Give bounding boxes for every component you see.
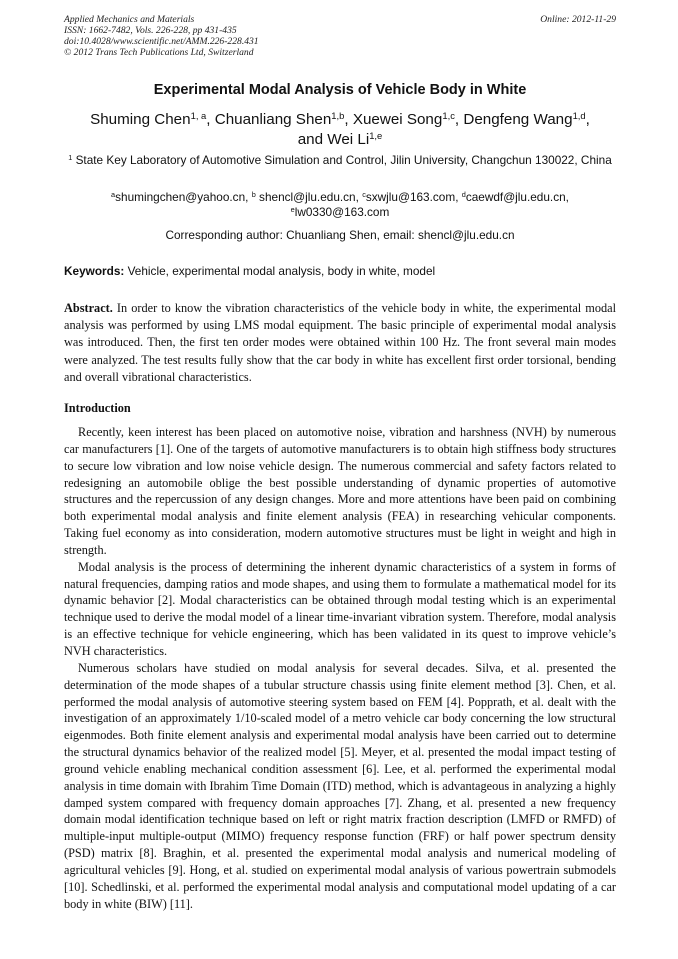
author-separator: ,: [454, 111, 464, 128]
email-superscript: d: [461, 189, 466, 199]
introduction-body: [64, 424, 616, 912]
author-superscript: 1,c: [442, 109, 455, 121]
author-name: Xuewei Song: [352, 111, 443, 128]
online-date: Online: 2012-11-29: [540, 14, 616, 25]
author-superscript: 1,d: [572, 109, 586, 121]
keywords-label: Keywords:: [64, 264, 125, 278]
body-paragraph: Numerous scholars have studied on modal analysis for several decades. Silva, et al. presented the determination of the mode shapes of a tubular structure chassis using finite element method [3]. Chen, et al. performed the modal analysis of automotive steering system based on FEM [4]. Popprath, et al. dealt with the investigation of an approximately 1/10-scaled model of a metro vehicle car body concerning the low structural eigenmodes. Both finite element analysis and experimental modal analysis have been carried out to determine the structural dynamics behavior of the realized model [5]. Meyer, et al. presented the modal impact testing of ground vehicle enabling mechanical condition assessment [6]. Lee, et al. performed the experimental modal analysis in time domain with Ibrahim Time Domain (ITD) method, which is advantageous in analyzing a highly damped system compared with frequency domain approaches [7]. Zhang, et al. presented a new frequency domain modal identification technique based on left or right matrix fraction description (LMFD or RMFD) of multiple-input multiple-output (MIMO) frequency response function (FRF) or half power spectrum density (PSD) matrix [8]. Braghin, et al. presented the experimental modal analysis and numerical modeling of agricultural vehicles [9]. Hong, et al. studied on experimental modal analysis of various powertrain submodels [10]. Schedlinski, et al. performed the experimental modal analysis and computational model updating of a car body in white (BIW) [11].: [64, 660, 616, 911]
email-address: shencl@jlu.edu.cn: [259, 190, 356, 204]
body-paragraph: Modal analysis is the process of determining the inherent dynamic characteristics of a system in forms of natural frequencies, damping ratios and mode shapes, and using them to formulate a mathematical model for its dynamic behavior [2]. Modal characteristics can be obtained through modal testing which is an experimental technique used to derive the modal model of a linear time-invariant vibration system. Therefore, modal analysis is an effective technique for vehicle engineering, which has been validated in its quest to improve vehicle’s NVH characteristics.: [64, 559, 616, 658]
journal-name: Applied Mechanics and Materials: [64, 14, 195, 25]
keywords-section: [64, 264, 616, 278]
body-paragraph: Recently, keen interest has been placed on automotive noise, vibration and harshness (NVH) by numerous car manufacturers [1]. One of the targets of automotive manufacturers is to obtain high stiffness body structures to secure low vibration and low noise vehicle design. The numerous commercial and safety factors related to redesigning an automobile oblige the best possible understanding of dynamic properties of automotive structures and the repercussion of any design changes. More and more attentions have been paid on combining both experimental modal analysis and finite element analysis (FEA) in researching vehicular components. Taking fuel economy as into consideration, modern automotive structures must be light in weight and high in strength.: [64, 425, 616, 557]
affiliation-text: State Key Laboratory of Automotive Simulation and Control, Jilin University, Changchun 130022, China: [75, 153, 612, 167]
author-superscript: 1,e: [369, 129, 383, 141]
author-separator: ,: [344, 111, 353, 128]
email-address: sxwjlu@163.com: [365, 190, 456, 204]
keywords-text: Vehicle, experimental modal analysis, body in white, model: [127, 264, 436, 278]
abstract-text: In order to know the vibration characteristics of the vehicle body in white, the experimental modal analysis was performed by using LMS modal equipment. The basic principle of experimental modal analysis was introduced. Then, the first ten order modes were obtained within 100 Hz. The front several main modes were analyzed. The test results fully show that the car body in white has excellent first order torsional, bending and overall vibrational characteristics.: [64, 301, 617, 384]
email-address: lw0330@163.com: [294, 205, 390, 219]
email-superscript: e: [290, 204, 295, 214]
author-separator: ,: [585, 111, 590, 128]
author-name: Dengfeng Wang: [463, 111, 573, 128]
email-address: shumingchen@yahoo.cn: [115, 190, 246, 204]
doi-line: doi:10.4028/www.scientific.net/AMM.226-228.431: [64, 36, 259, 47]
issn-line: ISSN: 1662-7482, Vols. 226-228, pp 431-435: [64, 25, 237, 36]
author-list: [64, 110, 616, 150]
journal-header: [64, 14, 616, 58]
copyright-line: © 2012 Trans Tech Publications Ltd, Switzerland: [64, 47, 254, 58]
email-superscript: c: [362, 189, 366, 199]
author-name: Shuming Chen: [90, 111, 191, 128]
paper-title: Experimental Modal Analysis of Vehicle Body in White: [153, 82, 527, 98]
author-separator: ,: [206, 111, 215, 128]
email-address: caewdf@jlu.edu.cn: [465, 190, 566, 204]
author-name: Chuanliang Shen: [214, 111, 332, 128]
corresponding-author: Corresponding author: Chuanliang Shen, email: shencl@jlu.edu.cn: [165, 228, 515, 242]
email-superscript: b: [251, 189, 256, 199]
author-name: Wei Li: [327, 131, 370, 148]
author-superscript: 1, a: [190, 109, 207, 121]
email-superscript: a: [111, 189, 116, 199]
abstract-section: [64, 300, 616, 386]
abstract-label: Abstract.: [64, 301, 113, 315]
introduction-heading: Introduction: [64, 401, 131, 415]
affiliation-superscript: 1: [68, 152, 73, 162]
author-and: and: [297, 131, 328, 148]
author-superscript: 1,b: [331, 109, 345, 121]
affiliation: [64, 153, 616, 168]
email-list: $^a$shumingchen@yahoo.cn, $^b$ shencl@jlu.edu.cn, $^c$sxwjlu@163.com, $^d$caewdf@jlu.edu.cn, $^e$lw0330@163.com: [111, 189, 569, 219]
